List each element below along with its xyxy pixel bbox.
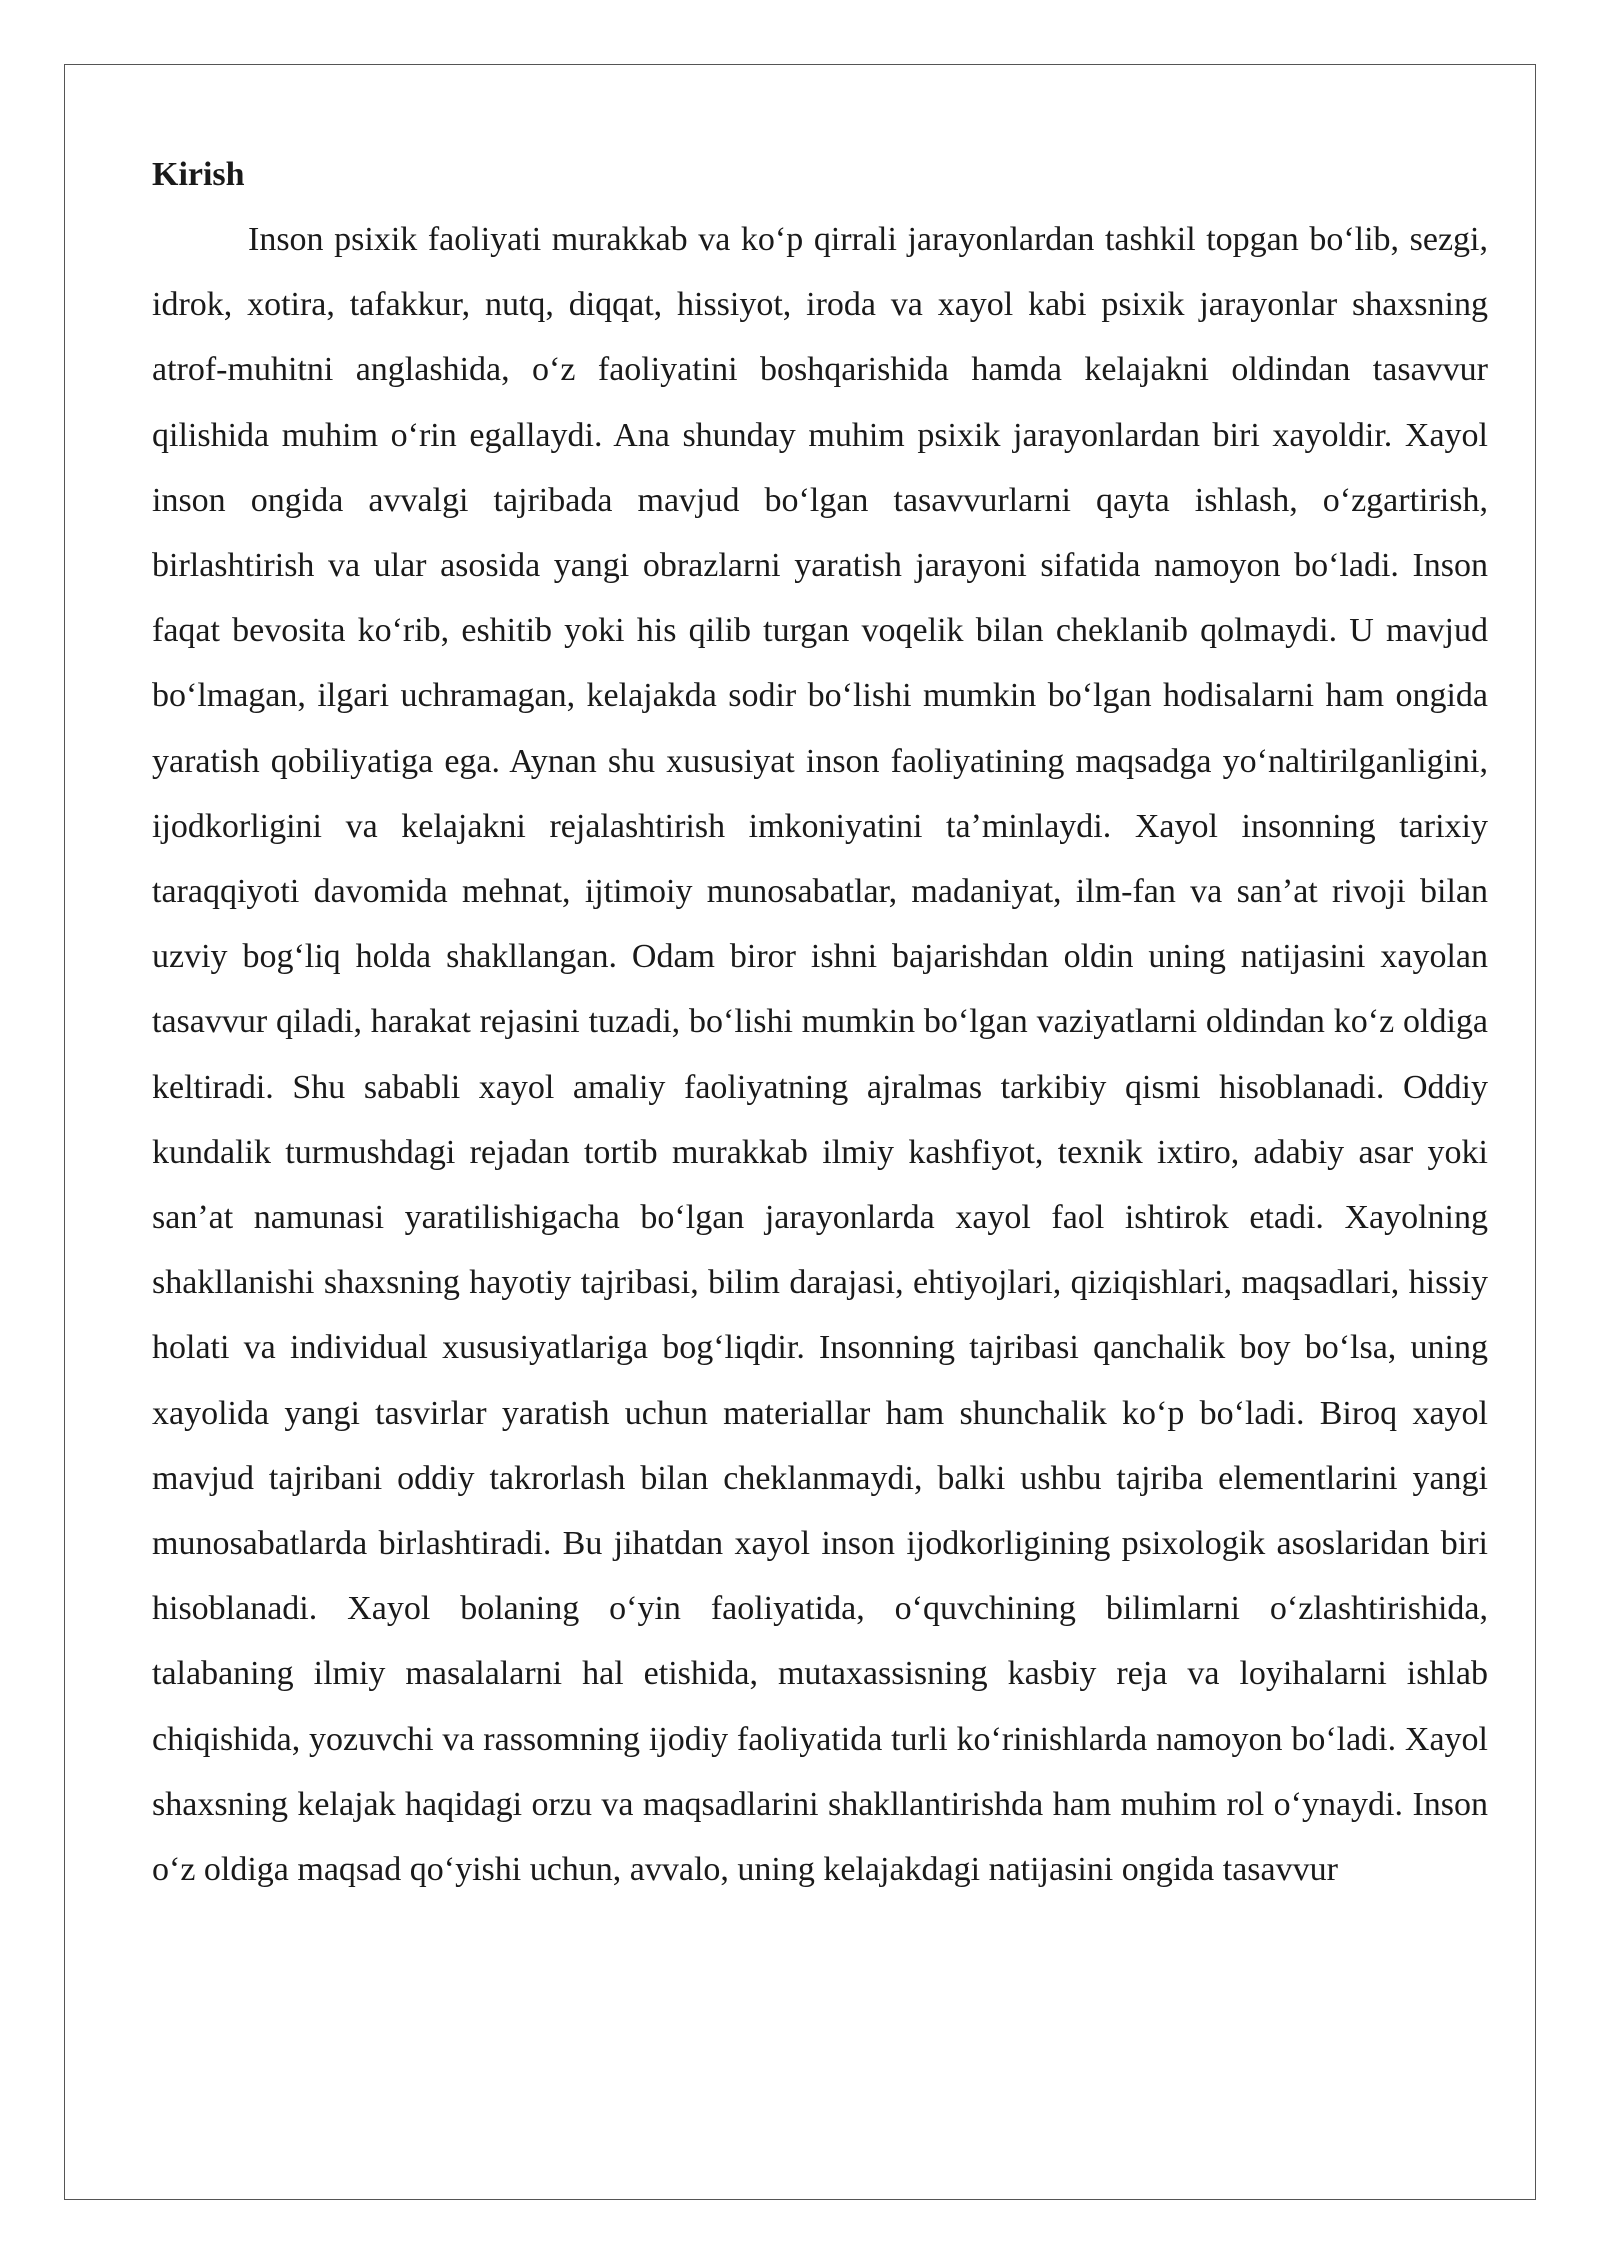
section-heading: Kirish [152,156,245,193]
document-content [152,148,1488,1902]
body-paragraph: Inson psixik faoliyati murakkab va koʻp qirrali jarayonlardan tashkil topgan boʻlib, sezgi, idrok, xotira, tafakkur, nutq, diqqat, hissiyot, iroda va xayol kabi psixik jarayonlar shaxsning atrof-muhitni anglashida, oʻz faoliyatini boshqarishida hamda kelajakni oldindan tasavvur qilishida muhim oʻrin egallaydi. Ana shunday muhim psixik jarayonlardan biri xayoldir. Xayol inson ongida avvalgi tajribada mavjud boʻlgan tasavvurlarni qayta ishlash, oʻzgartirish, birlashtirish va ular asosida yangi obrazlarni yaratish jarayoni sifatida namoyon boʻladi. Inson faqat bevosita koʻrib, eshitib yoki his qilib turgan voqelik bilan cheklanib qolmaydi. U mavjud boʻlmagan, ilgari uchramagan, kelajakda sodir boʻlishi mumkin boʻlgan hodisalarni ham ongida yaratish qobiliyatiga ega. Aynan shu xususiyat inson faoliyatining maqsadga yoʻnaltirilganligini, ijodkorligini va kelajakni rejalashtirish imkoniyatini taʼminlaydi. Xayol insonning tarixiy taraqqiyoti davomida mehnat, ijtimoiy munosabatlar, madaniyat, ilm-fan va sanʼat rivoji bilan uzviy bogʻliq holda shakllangan. Odam biror ishni bajarishdan oldin uning natijasini xayolan tasavvur qiladi, harakat rejasini tuzadi, boʻlishi mumkin boʻlgan vaziyatlarni oldindan koʻz oldiga keltiradi. Shu sababli xayol amaliy faoliyatning ajralmas tarkibiy qismi hisoblanadi. Oddiy kundalik turmushdagi rejadan tortib murakkab ilmiy kashfiyot, texnik ixtiro, adabiy asar yoki sanʼat namunasi yaratilishigacha boʻlgan jarayonlarda xayol faol ishtirok etadi. Xayolning shakllanishi shaxsning hayotiy tajribasi, bilim darajasi, ehtiyojlari, qiziqishlari, maqsadlari, hissiy holati va individual xususiyatlariga bogʻliqdir. Insonning tajribasi qanchalik boy boʻlsa, uning xayolida yangi tasvirlar yaratish uchun materiallar ham shunchalik koʻp boʻladi. Biroq xayol mavjud tajribani oddiy takrorlash bilan cheklanmaydi, balki ushbu tajriba elementlarini yangi munosabatlarda birlashtiradi. Bu jihatdan xayol inson ijodkorligining psixologik asoslaridan biri hisoblanadi. Xayol bolaning oʻyin faoliyatida, oʻquvchining bilimlarni oʻzlashtirishida, talabaning ilmiy masalalarni hal etishida, mutaxassisning kasbiy reja va loyihalarni ishlab chiqishida, yozuvchi va rassomning ijodiy faoliyatida turli koʻrinishlarda namoyon boʻladi. Xayol shaxsning kelajak haqidagi orzu va maqsadlarini shakllantirishda ham muhim rol oʻynaydi. Inson oʻz oldiga maqsad qoʻyishi uchun, avvalo, uning kelajakdagi natijasini ongida tasavvur [152,221,1488,1889]
